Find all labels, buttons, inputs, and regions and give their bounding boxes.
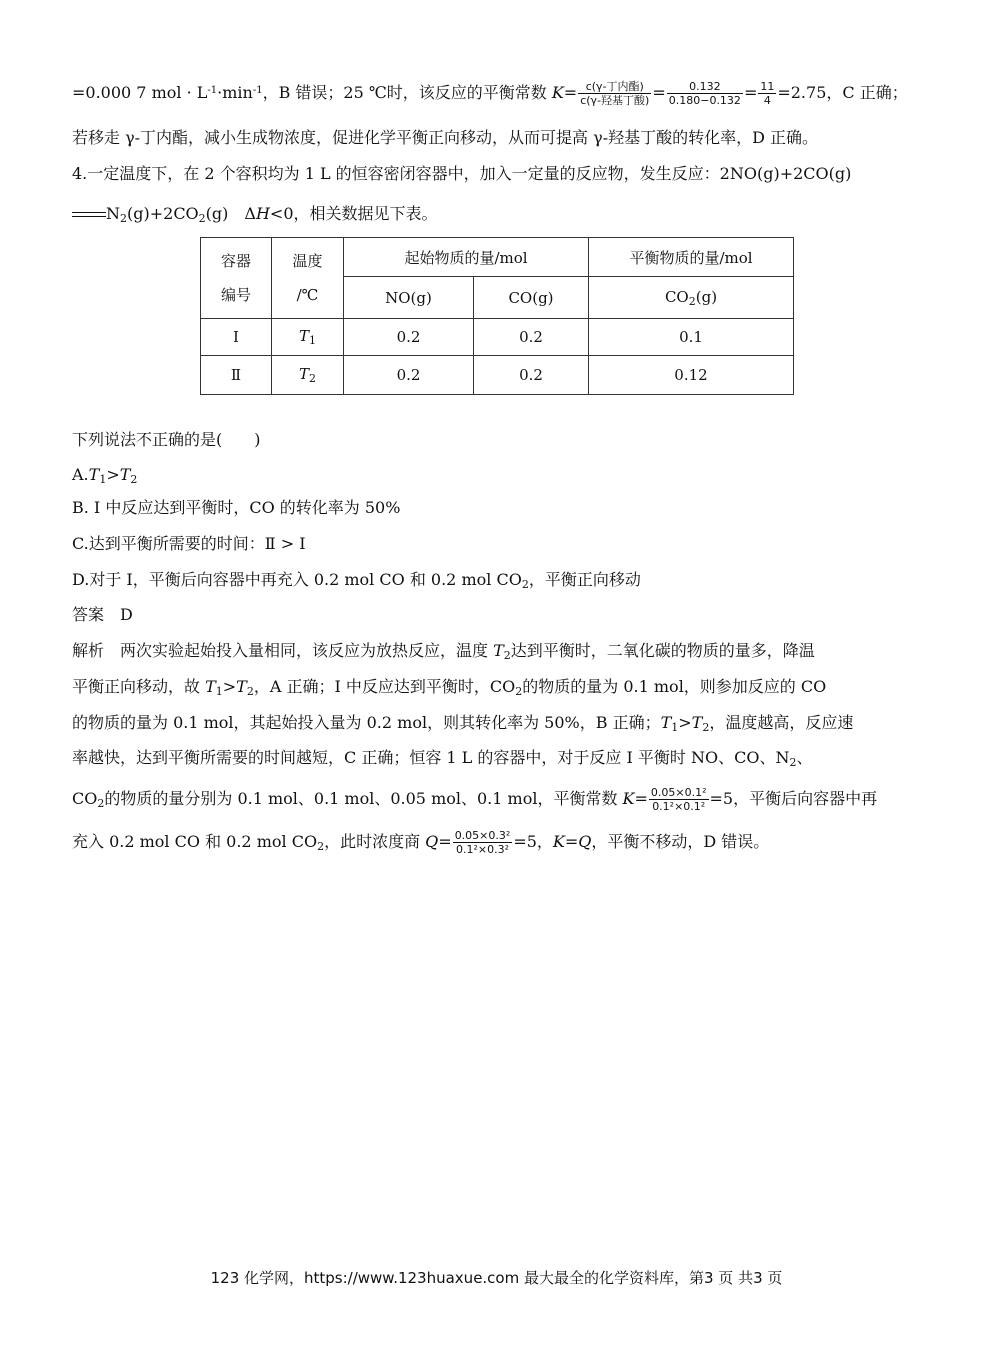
text: T: [298, 365, 309, 383]
subscript: 2: [130, 473, 138, 486]
subscript: 2: [97, 797, 105, 810]
superscript: -1: [207, 85, 218, 96]
text: 解析 两次实验起始投入量相同，该反应为放热反应，温度: [72, 641, 494, 660]
header-co: CO(g): [474, 277, 589, 319]
explanation-line-1: [72, 640, 815, 667]
table-header-row: [201, 238, 794, 277]
option-a: [72, 464, 137, 491]
text: =: [564, 832, 579, 851]
fraction-numerator: c(γ-丁内酯): [578, 80, 651, 94]
subscript: 2: [246, 685, 254, 698]
option-c: C.达到平衡所需要的时间：Ⅱ > I: [72, 534, 306, 553]
question-prompt: 下列说法不正确的是( ): [72, 430, 261, 449]
subscript: 2: [309, 372, 316, 385]
text: (g) Δ: [205, 204, 256, 223]
explanation-line-4: [72, 747, 812, 774]
explanation-line-3: [72, 712, 853, 739]
symbol-t: T: [205, 677, 216, 696]
cell-id: Ⅰ: [201, 319, 272, 356]
header-no: NO(g): [344, 277, 474, 319]
subscript: 2: [688, 294, 696, 308]
fraction-denominator: c(γ-羟基丁酸): [580, 94, 650, 107]
explanation-line-5: [72, 786, 877, 815]
fraction-denominator: 0.1²×0.3²: [455, 843, 510, 856]
text: 、: [796, 748, 813, 767]
fraction-denominator: 4: [763, 94, 771, 107]
text: (g)+2CO: [127, 204, 199, 223]
subscript: 2: [789, 756, 797, 769]
superscript: -1: [252, 85, 263, 96]
symbol-t: T: [236, 677, 247, 696]
symbol-k: K: [551, 83, 564, 102]
text: =: [563, 83, 578, 102]
answer-line: 答案 D: [72, 605, 133, 624]
text: =2.75，C 正确；: [777, 83, 908, 102]
text: 达到平衡时，二氧化碳的物质的量多，降温: [510, 641, 815, 660]
text: 的物质的量为 0.1 mol，其起始投入量为 0.2 mol，则其转化率为 50%，B 正确；: [72, 713, 661, 732]
text: =0.000 7 mol · L: [72, 83, 208, 102]
text: CO: [72, 789, 98, 808]
symbol-k: K: [622, 789, 635, 808]
fraction-k-values: [667, 80, 743, 107]
text-line-1: [72, 80, 908, 107]
question-4-stem: 4.一定温度下，在 2 个容积均为 1 L 的恒容密闭容器中，加入一定量的反应物，发生反应：2NO(g)+2CO(g): [72, 164, 852, 183]
text: =5，平衡后向容器中再: [709, 789, 878, 808]
option-d: [72, 569, 641, 596]
header-initial-amount: 起始物质的量/mol: [344, 238, 589, 277]
subscript: 2: [198, 212, 206, 225]
fraction-numerator: 0.05×0.1²: [650, 786, 707, 799]
symbol-t: T: [660, 713, 672, 732]
subscript: 1: [671, 721, 679, 734]
symbol-k: K: [552, 832, 565, 851]
text: ，温度越高，反应速: [709, 713, 854, 732]
fraction-k-calc: [649, 786, 709, 813]
data-table: [200, 237, 794, 395]
header-container: [201, 238, 272, 319]
fraction-k-definition: [578, 80, 651, 107]
reaction-equation-line: [72, 203, 438, 230]
cell-no: 0.2: [344, 356, 474, 395]
symbol-t: T: [493, 641, 504, 660]
text: >: [222, 677, 237, 696]
symbol-q: Q: [578, 832, 592, 851]
option-b: B. I 中反应达到平衡时，CO 的转化率为 50%: [72, 498, 401, 517]
header-text: 容器: [220, 252, 251, 270]
header-text: 编号: [220, 286, 251, 304]
symbol-t: T: [88, 465, 100, 484]
text: ，平衡不移动，D 错误。: [591, 832, 770, 851]
subscript: 2: [317, 840, 325, 853]
cell-co2: 0.12: [589, 356, 794, 395]
cell-co: 0.2: [474, 319, 589, 356]
text: =: [652, 83, 666, 102]
table-row: [201, 356, 794, 395]
text: >: [106, 465, 120, 484]
table-row: [201, 319, 794, 356]
fraction-q-calc: [453, 829, 513, 856]
fraction-denominator: 0.180−0.132: [668, 94, 741, 107]
text: =5，: [513, 832, 553, 851]
text: =: [438, 832, 452, 851]
fraction-k-result: [758, 80, 776, 107]
text: A.: [72, 465, 89, 484]
text: T: [298, 327, 309, 345]
text: D.对于 I，平衡后向容器中再充入 0.2 mol CO 和 0.2 mol CO: [72, 570, 522, 589]
explanation-line-6: [72, 829, 769, 858]
fraction-numerator: 0.132: [667, 80, 743, 94]
symbol-t: T: [119, 465, 131, 484]
cell-temp: [272, 356, 344, 395]
text: =: [634, 789, 648, 808]
text: ，A 正确；I 中反应达到平衡时，CO: [253, 677, 516, 696]
symbol-h: H: [255, 204, 270, 223]
text: 的物质的量为 0.1 mol，则参加反应的 CO: [522, 677, 827, 696]
text: <0，相关数据见下表。: [269, 204, 438, 223]
text: ，此时浓度商: [324, 832, 426, 851]
symbol-t: T: [691, 713, 703, 732]
equilibrium-arrow-icon: [72, 210, 106, 220]
subscript: 2: [702, 721, 710, 734]
text: =: [743, 83, 758, 102]
cell-co: 0.2: [474, 356, 589, 395]
subscript: 1: [309, 334, 316, 347]
subscript: 2: [503, 649, 511, 662]
cell-no: 0.2: [344, 319, 474, 356]
text: >: [678, 713, 692, 732]
text: 充入 0.2 mol CO 和 0.2 mol CO: [72, 832, 318, 851]
cell-temp: [272, 319, 344, 356]
text: 率越快，达到平衡所需要的时间越短，C 正确；恒容 1 L 的容器中，对于反应 I 平衡时 NO、CO、N: [72, 748, 790, 767]
header-text: /℃: [296, 286, 319, 304]
subscript: 1: [99, 473, 107, 486]
text: 的物质的量分别为 0.1 mol、0.1 mol、0.05 mol、0.1 mol，平衡常数: [104, 789, 623, 808]
text: ·min: [217, 83, 253, 102]
header-co2: [589, 277, 794, 319]
text: 平衡正向移动，故: [72, 677, 206, 696]
cell-id: Ⅱ: [201, 356, 272, 395]
text-line-2: 若移走 γ-丁内酯，减小生成物浓度，促进化学平衡正向移动，从而可提高 γ-羟基丁酸的转化率，D 正确。: [72, 128, 819, 147]
header-temperature: [272, 238, 344, 319]
subscript: 2: [515, 685, 523, 698]
text: ，平衡正向移动: [528, 570, 641, 589]
text: N: [106, 204, 120, 223]
fraction-numerator: 0.05×0.3²: [454, 829, 511, 842]
text: CO: [664, 287, 689, 306]
header-text: 温度: [292, 252, 323, 270]
subscript: 2: [521, 578, 529, 591]
text: (g): [695, 287, 718, 306]
header-equilibrium-amount: 平衡物质的量/mol: [589, 238, 794, 277]
subscript: 2: [120, 212, 127, 225]
page-footer: 123 化学网，https://www.123huaxue.com 最大最全的化学资料库，第3 页 共3 页: [210, 1269, 783, 1287]
explanation-line-2: [72, 676, 826, 703]
symbol-q: Q: [425, 832, 439, 851]
fraction-denominator: 0.1²×0.1²: [652, 800, 706, 813]
subscript: 1: [215, 685, 223, 698]
text: ，B 错误；25 ℃时，该反应的平衡常数: [262, 83, 552, 102]
cell-co2: 0.1: [589, 319, 794, 356]
fraction-numerator: 11: [760, 80, 775, 93]
